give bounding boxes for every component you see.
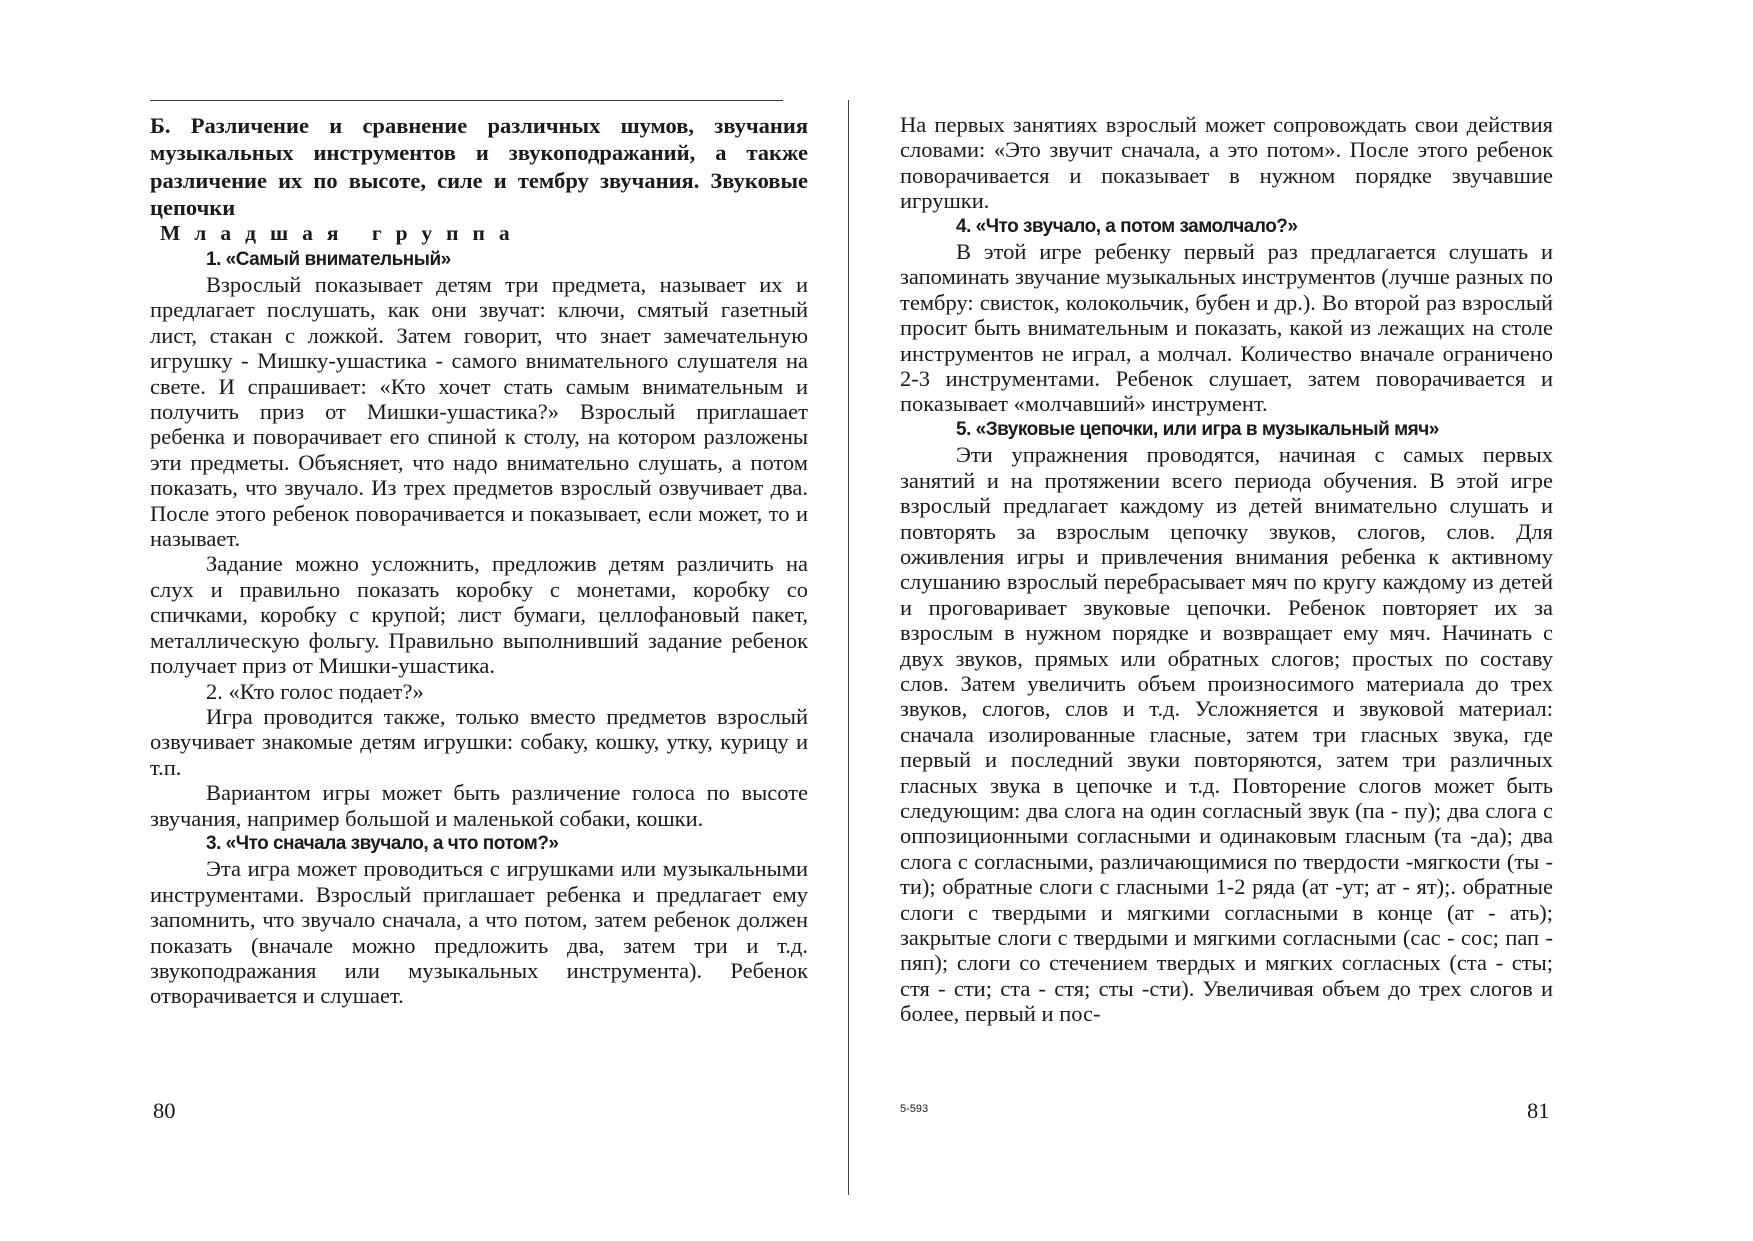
game4-title: 4. «Что звучало, а потом замолчало?» [956,215,1298,237]
left-page [150,112,808,1009]
game1-title: 1. «Самый внимательный» [206,248,451,270]
game2-title: 2. «Кто голос подает?» [206,678,424,704]
game3-continuation: На первых занятиях взрослый может сопровождать свои действия словами: «Это звучит сначала, а это потом». После этого ребенок поворачивается и показывает в нужном порядке звучавшие игрушки. [900,112,1553,214]
game2-paragraph-2: Вариантом игры может быть различение голоса по высоте звучания, например большой и маленькой собаки, кошки. [150,780,808,831]
page-gutter-line [848,100,849,1195]
section-title: Б. Различение и сравнение различных шумов, звучания музыкальных инструментов и звукоподражаний, а также различение их по высоте, силе и тембру звучания. Звуковые цепочки [150,113,808,220]
signature-mark: 5-593 [900,1103,929,1115]
page-number-right: 81 [1527,1098,1550,1123]
page-number-left: 80 [153,1098,176,1123]
game1-paragraph-1: Взрослый показывает детям три предмета, называет их и предлагает послушать, как они звучат: ключи, смятый газетный лист, стакан с ложкой. Затем говорит, что знает замечательную игрушку - Мишку-ушастика - самого внимательного слушателя на свете. И спрашивает: «Кто хочет стать самым внимательным и получить приз от Мишки-ушастика?» Взрослый приглашает ребенка и поворачивает его спиной к столу, на котором разложены эти предметы. Объясняет, что надо внимательно слушать, а потом показать, что звучало. Из трех предметов взрослый озвучивает два. После этого ребенок поворачивается и показывает, если может, то и называет. [150,272,808,552]
game4-paragraph-1: В этой игре ребенку первый раз предлагается слушать и запоминать звучание музыкальных инструментов (лучше разных по тембру: свисток, колокольчик, бубен и др.). Во второй раз взрослый просит быть внимательным и показать, какой из лежащих на столе инструментов не играл, а молчал. Количество вначале ограничено 2-3 инструментами. Ребенок слушает, затем поворачивается и показывает «молчавший» инструмент. [900,239,1553,417]
game2-paragraph-1: Игра проводится также, только вместо предметов взрослый озвучивает знакомые детям игрушки: собаку, кошку, утку, курицу и т.п. [150,703,808,780]
right-page [900,112,1553,1027]
game3-title: 3. «Что сначала звучало, а что потом?» [206,832,559,854]
game3-paragraph-1: Эта игра может проводиться с игрушками или музыкальными инструментами. Взрослый приглашает ребенка и предлагает ему запомнить, что звучало сначала, а что потом, затем ребенок должен показать (вначале можно предложить два, затем три и т.д. звукоподражания или музыкальных инструмента). Ребенок отворачивается и слушает. [150,856,808,1009]
game5-title: 5. «Звуковые цепочки, или игра в музыкальный мяч» [956,418,1439,440]
game1-paragraph-2: Задание можно усложнить, предложив детям различить на слух и правильно показать коробку с монетами, коробку со спичками, коробку с крупой; лист бумаги, целлофановый пакет, металлическую фольгу. Правильно выполнивший задание ребенок получает приз от Мишки-ушастика. [150,551,808,679]
game5-paragraph-1: Эти упражнения проводятся, начиная с самых первых занятий и на протяжении всего периода обучения. В этой игре взрослый предлагает каждому из детей внимательно слушать и повторять за взрослым цепочку звуков, слогов, слов. Для оживления игры и привлечения внимания ребенка к активному слушанию взрослый перебрасывает мяч по кругу каждому из детей и проговаривает звуковые цепочки. Ребенок повторяет их за взрослым в нужном порядке и возвращает ему мяч. Начинать с двух звуков, прямых или обратных слогов; простых по составу слов. Затем увеличить объем произносимого материала до трех звуков, слогов, слов и т.д. Усложняется и звуковой материал: сначала изолированные гласные, затем три гласных звука, где первый и последний звуки повторяются, затем три различных гласных звука в цепочке и т.д. Повторение слогов может быть следующим: два слога на один согласный звук (па - пу); два слога с оппозиционными согласными и одинаковым гласным (та -да); два слога с согласными, различающимися по твердости -мягкости (ты - ти); обратные слоги с гласными 1-2 ряда (ат -ут; ат - ят);. обратные слоги с твердыми и мягкими согласными в конце (ат - ать); закрытые слоги с твердыми и мягкими согласными (сас - сос; пап - пяп); слоги со стечением твердых и мягких согласных (ста - сты; стя - сти; ста - стя; сты -сти). Увеличивая объем до трех слогов и более, первый и пос- [900,442,1553,1027]
group-title: Младшая группа [160,221,524,246]
top-rule [150,100,783,101]
